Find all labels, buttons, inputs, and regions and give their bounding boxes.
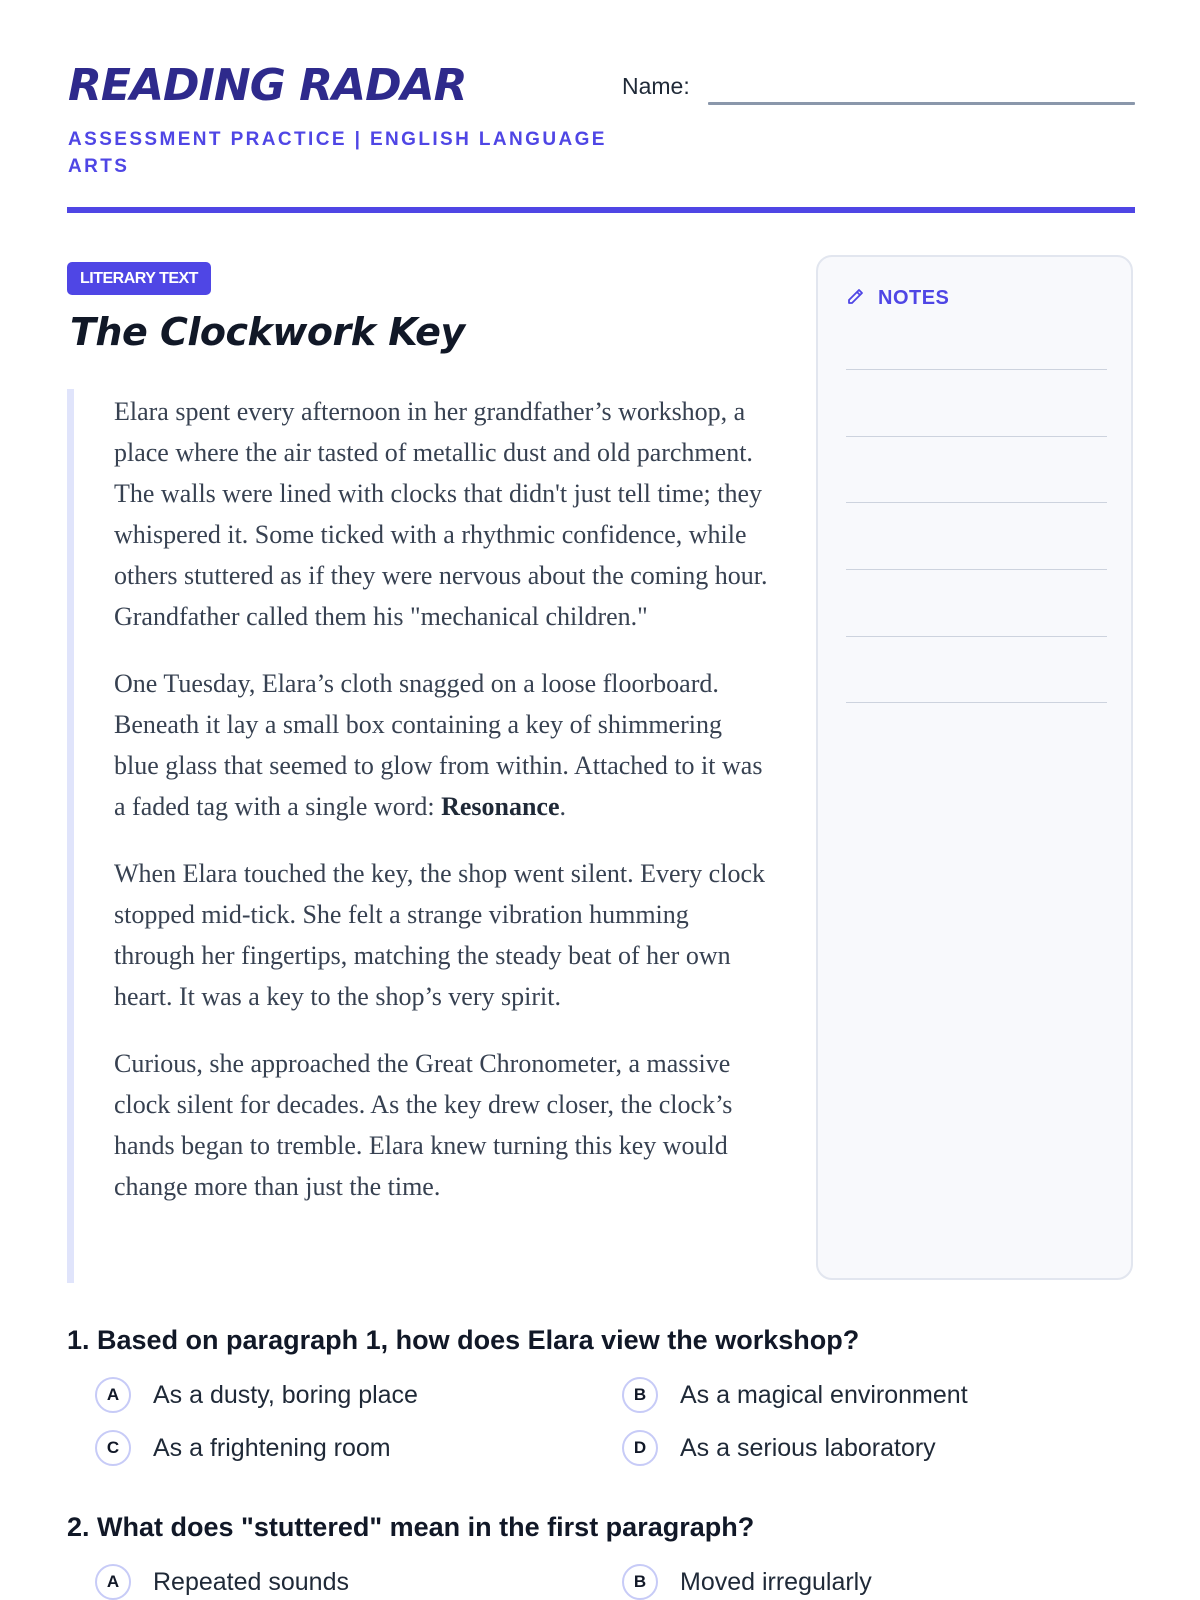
tag-word-period: . <box>559 792 567 821</box>
option-text: Repeated sounds <box>153 1567 349 1596</box>
option-letter: A <box>95 1377 131 1413</box>
question-1-option-b[interactable] <box>622 1377 968 1413</box>
notes-line[interactable] <box>846 436 1107 437</box>
option-letter: B <box>622 1377 658 1413</box>
passage-paragraph-3: When Elara touched the key, the shop went silent. Every clock stopped mid-tick. She felt a strange vibration humming through her fingertips, matching the steady beat of her own heart. It was a key to the shop’s very spirit. <box>114 859 765 1011</box>
notes-line[interactable] <box>846 636 1107 637</box>
question-1-option-d[interactable] <box>622 1430 936 1466</box>
passage-paragraph-2-text: One Tuesday, Elara’s cloth snagged on a loose floorboard. Beneath it lay a small box containing a key of shimmering blue glass that seemed to glow from within. Attached to it was a faded tag with a single word: <box>114 669 763 821</box>
brand-title: READING RADAR <box>68 60 467 111</box>
option-text: As a magical environment <box>680 1380 968 1409</box>
question-2-option-a[interactable] <box>95 1564 349 1600</box>
notes-line[interactable] <box>846 369 1107 370</box>
option-letter: B <box>622 1564 658 1600</box>
name-label: Name: <box>622 73 690 99</box>
notes-line[interactable] <box>846 569 1107 570</box>
question-1-option-a[interactable] <box>95 1377 418 1413</box>
question-1-text: 1. Based on paragraph 1, how does Elara view the workshop? <box>67 1325 860 1355</box>
option-text: As a serious laboratory <box>680 1433 936 1462</box>
option-text: As a frightening room <box>153 1433 391 1462</box>
brand-subtitle: ASSESSMENT PRACTICE | ENGLISH LANGUAGE ARTS <box>68 129 607 177</box>
option-text: Moved irregularly <box>680 1567 872 1596</box>
notes-line[interactable] <box>846 502 1107 503</box>
option-letter: D <box>622 1430 658 1466</box>
notes-title: NOTES <box>878 286 950 309</box>
notes-panel[interactable] <box>816 255 1133 1280</box>
passage-title: The Clockwork Key <box>70 310 465 354</box>
question-1-option-c[interactable] <box>95 1430 391 1466</box>
passage-paragraph-1: Elara spent every afternoon in her grandfather’s workshop, a place where the air tasted of metallic dust and old parchment. The walls were lined with clocks that didn't just tell time; they whispered it. Some ticked with a rhythmic confidence, while others stuttered as if they were nervous about the coming hour. Grandfather called them his "mechanical children." <box>114 397 768 631</box>
passage-paragraph-2 <box>114 663 770 827</box>
tag-word: Resonance <box>441 792 560 821</box>
name-field-line[interactable] <box>708 102 1135 105</box>
notes-header <box>846 285 949 311</box>
option-letter: C <box>95 1430 131 1466</box>
pencil-icon <box>846 285 866 311</box>
question-2-text: 2. What does "stuttered" mean in the first paragraph? <box>67 1512 755 1542</box>
genre-badge: LITERARY TEXT <box>67 262 211 295</box>
option-text: As a dusty, boring place <box>153 1380 418 1409</box>
header-divider <box>67 207 1135 213</box>
question-2-option-b[interactable] <box>622 1564 872 1600</box>
option-letter: A <box>95 1564 131 1600</box>
passage-body <box>114 391 770 1233</box>
notes-line[interactable] <box>846 702 1107 703</box>
passage-paragraph-4: Curious, she approached the Great Chronometer, a massive clock silent for decades. As the key drew closer, the clock’s hands began to tremble. Elara knew turning this key would change more than just the time. <box>114 1049 733 1201</box>
passage-accent-bar <box>67 389 74 1283</box>
